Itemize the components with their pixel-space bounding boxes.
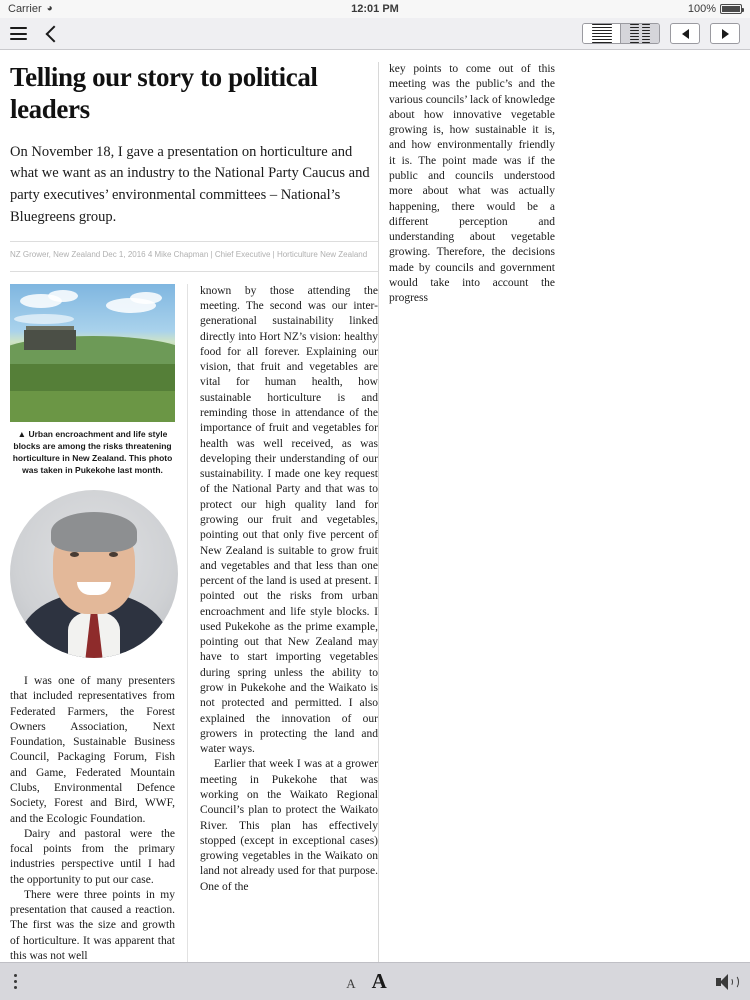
decrease-font-button[interactable]: A <box>346 976 356 991</box>
toolbar-right-group <box>582 23 740 44</box>
bottom-toolbar <box>0 962 750 1000</box>
battery-icon <box>720 4 742 14</box>
font-size-control <box>346 971 387 992</box>
body-paragraph: Earlier that week I was at a grower meeting in Pukekohe that was working on the Waikato Regional Council’s plan to protect the Waikato River. This plan has effectively stopped (except in exceptional cases) growing vegetables in the Waikato on land not already used for that purpose. One of the <box>200 758 378 893</box>
next-page-icon[interactable] <box>710 23 740 44</box>
column-group-one <box>10 62 378 962</box>
chevron-back-icon[interactable] <box>46 25 63 42</box>
photo-caption: ▲ Urban encroachment and life style blocks are among the risks threatening horticulture in New Zealand. This photo was taken in Pukekohe last month. <box>12 428 173 475</box>
status-right <box>399 3 742 15</box>
speaker-volume-icon[interactable] <box>716 974 736 990</box>
hamburger-menu-icon[interactable] <box>10 27 27 40</box>
body-column-left <box>10 284 188 962</box>
view-mode-segmented-control <box>582 23 660 44</box>
body-paragraph: key points to come out of this meeting was the public’s and the various councils’ lack of knowledge about how innovative vegetable growing is, how sustainable it is, and how environmentally friendly it is. The point made was if the public and councils understood more about what was actually happening, there would be a different perception and understanding about vegetable growing. Therefore, the decisions made by councils and government would take into account the progress <box>389 63 555 305</box>
author-portrait-photo <box>10 490 178 658</box>
article-byline: NZ Grower, New Zealand Dec 1, 2016 4 Mike Chapman | Chief Executive | Horticulture New Zealand <box>10 242 378 272</box>
increase-font-button[interactable]: A <box>371 969 387 993</box>
body-two-columns <box>10 284 378 962</box>
status-left <box>8 3 351 15</box>
column-divider <box>378 62 379 962</box>
battery-percent-label: 100% <box>687 3 717 15</box>
article-standfirst: On November 18, I gave a presentation on horticulture and what we want as an industry to the National Party Caucus and party executives’ environmental committees – National’s Bluegreens group. <box>10 142 378 242</box>
landscape-photo <box>10 284 175 422</box>
page-title: Telling our story to political leaders <box>10 62 318 124</box>
body-column-middle <box>188 284 378 962</box>
body-column-right <box>389 62 567 962</box>
article-columns <box>10 62 740 962</box>
wifi-icon: ◕ <box>46 3 53 14</box>
status-bar <box>0 0 750 18</box>
previous-page-icon[interactable] <box>670 23 700 44</box>
multi-column-view-icon[interactable] <box>621 24 659 43</box>
body-paragraph: There were three points in my presentation that caused a reaction. The first was the size and growth of horticulture. It was apparent that this was not well <box>10 888 175 962</box>
more-options-kebab-icon[interactable] <box>14 974 17 989</box>
toolbar-left-group <box>10 27 60 40</box>
status-clock: 12:01 PM <box>351 3 399 15</box>
carrier-label: Carrier <box>8 3 42 15</box>
body-paragraph: Dairy and pastoral were the focal points from the primary industries perspective until I had the opportunity to put our case. <box>10 827 175 886</box>
top-toolbar <box>0 18 750 50</box>
body-paragraph: known by those attending the meeting. The second was our inter-generational sustainability linked directly into Hort NZ’s vision: healthy food for all forever. Explaining our vision, that fruit and vegetables are vital for human health, how sustainable horticulture is and reminding those in attendance of the importance of fruit and vegetables for health was well received, as was developing their understanding of our sustainability. I made one key request of the National Party and that was to protect our high quality land for growing our fruit and vegetables, pointing out that only five percent of New Zealand is suitable to grow fruit and vegetables and that less than one percent of the land is used at present. I pointed out the risks from urban encroachment and life style blocks. I used Pukekohe as the prime example, pointing out that New Zealand may have to start importing vegetables during spring unless the ability to grow in Pukekohe and the Waikato is not protected and permitted. I also explained the innovation of our growers in protecting the land and water ways. <box>200 284 378 756</box>
article-content[interactable] <box>0 50 750 962</box>
body-paragraph: I was one of many presenters that included representatives from Federated Farmers, the Forest Owners Association, Next Foundation, Sustainable Business Council, Packaging Forum, Fish and Game, Federated Mountain Clubs, Environmental Defence Society, Forest and Bird, WWF, and the Ecologic Foundation. <box>10 674 175 825</box>
single-column-view-icon[interactable] <box>583 24 621 43</box>
